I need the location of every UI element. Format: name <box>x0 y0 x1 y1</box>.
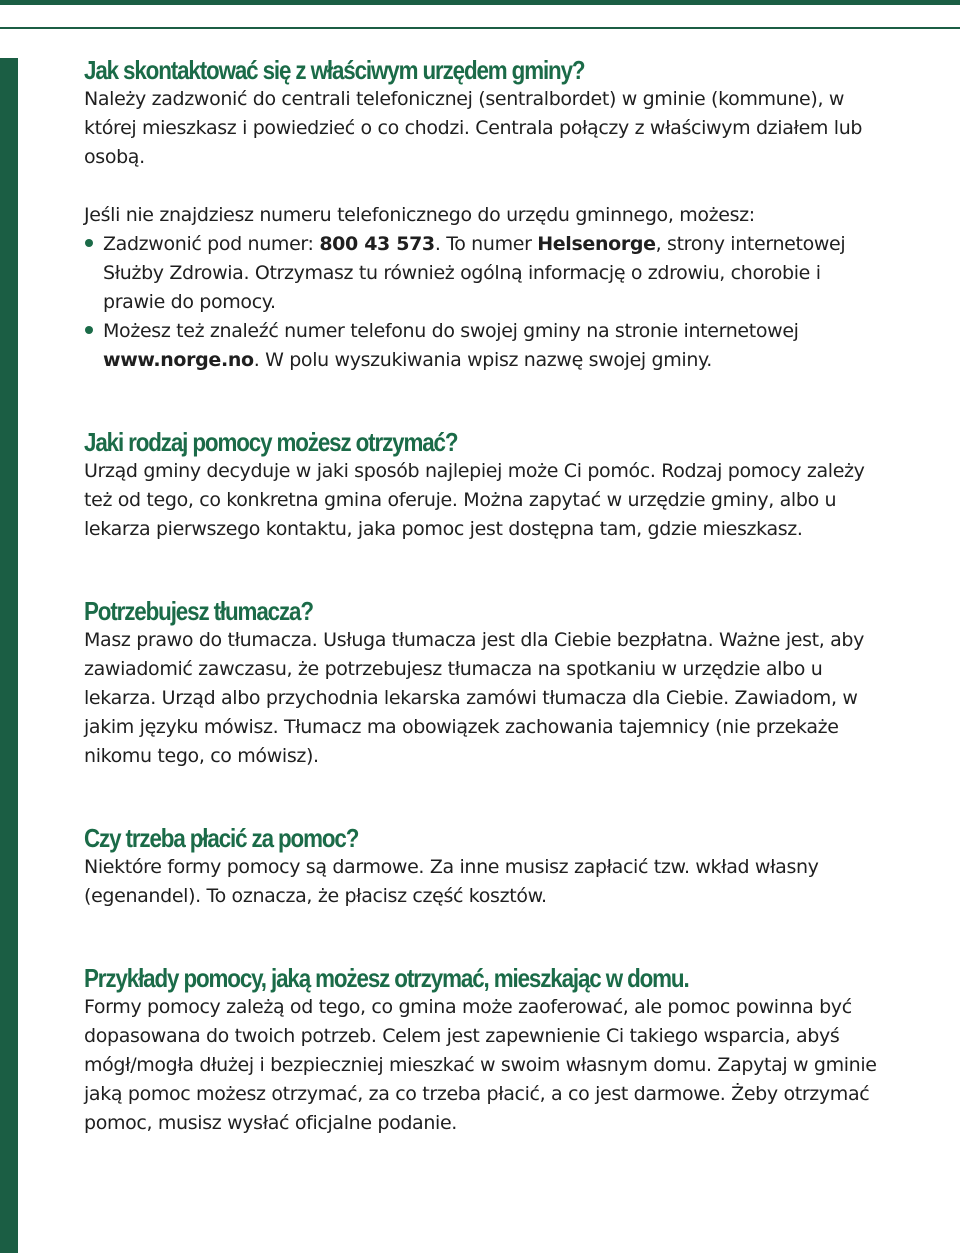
section-paragraph: Masz prawo do tłumacza. Usługa tłumacza jest dla Ciebie bezpłatna. Ważne jest, aby zawiadomić zawczasu, że potrzebujesz tłumacza na spotkaniu w urzędzie albo u lekarza. Urząd albo przychodnia lekarska zamówi tłumacza dla Ciebie. Zawiadom, w jakim języku mówisz. Tłumacz ma obowiązek zachowania tajemnicy (nie przekaże nikomu tego, co mówisz). <box>84 629 865 767</box>
section-heading: Jak skontaktować się z właściwym urzędem gminy? <box>84 55 585 85</box>
helsenorge-name: Helsenorge <box>537 233 656 255</box>
section-paragraph: Formy pomocy zależą od tego, co gmina może zaoferować, ale pomoc powinna być dopasowana do twoich potrzeb. Celem jest zapewnienie Ci takiego wsparcia, abyś mógł/mogła dłużej i bezpieczniej mieszkać w swoim własnym domu. Zapytaj w gminie jaką pomoc możesz otrzymać, za co trzeba płacić, a co jest darmowe. Żeby otrzymać pomoc, musisz wysłać oficjalne podanie. <box>84 996 877 1134</box>
top-rule <box>0 0 960 5</box>
list-item: Możesz też znaleźć numer telefonu do swojej gminy na stronie internetowej www.norge.no. W polu wyszukiwania wpisz nazwę swojej gminy. <box>84 317 884 375</box>
section-payment <box>84 823 884 911</box>
section-paragraph: Niektóre formy pomocy są darmowe. Za inne musisz zapłacić tzw. wkład własny (egenandel). To oznacza, że płacisz część kosztów. <box>84 856 819 907</box>
section-heading: Potrzebujesz tłumacza? <box>84 596 313 626</box>
section-heading: Jaki rodzaj pomocy możesz otrzymać? <box>84 427 458 457</box>
section-help-type <box>84 427 884 544</box>
section-heading: Przykłady pomocy, jaką możesz otrzymać, mieszkając w domu. <box>84 963 689 993</box>
bullet-icon <box>85 239 93 247</box>
document-body <box>84 55 884 1138</box>
bullet-icon <box>85 326 93 334</box>
section-paragraph: Urząd gminy decyduje w jaki sposób najlepiej może Ci pomóc. Rodzaj pomocy zależy też od tego, co konkretna gmina oferuje. Można zapytać w urzędzie gminy, albo u lekarza pierwszego kontaktu, jaka pomoc jest dostępna tam, gdzie mieszkasz. <box>84 460 865 540</box>
top-rule-thin <box>0 27 960 29</box>
section-heading: Czy trzeba płacić za pomoc? <box>84 823 359 853</box>
section-paragraph: Należy zadzwonić do centrali telefonicznej (sentralbordet) w gminie (kommune), w której mieszkasz i powiedzieć o co chodzi. Centrala połączy z właściwym działem lub osobą. <box>84 88 863 168</box>
section-contact <box>84 55 884 375</box>
section-interpreter <box>84 596 884 771</box>
side-bar <box>0 58 18 1253</box>
list-item: Zadzwonić pod numer: 800 43 573. To numer Helsenorge, strony internetowej Służby Zdrowia. Otrzymasz tu również ogólną informację o zdrowiu, chorobie i prawie do pomocy. <box>84 230 884 317</box>
section-home-help <box>84 963 884 1138</box>
website-link[interactable]: www.norge.no <box>103 349 254 371</box>
bullet-list <box>84 230 884 375</box>
section-intro: Jeśli nie znajdziesz numeru telefonicznego do urzędu gminnego, możesz: <box>84 204 755 226</box>
phone-number: 800 43 573 <box>319 233 435 255</box>
